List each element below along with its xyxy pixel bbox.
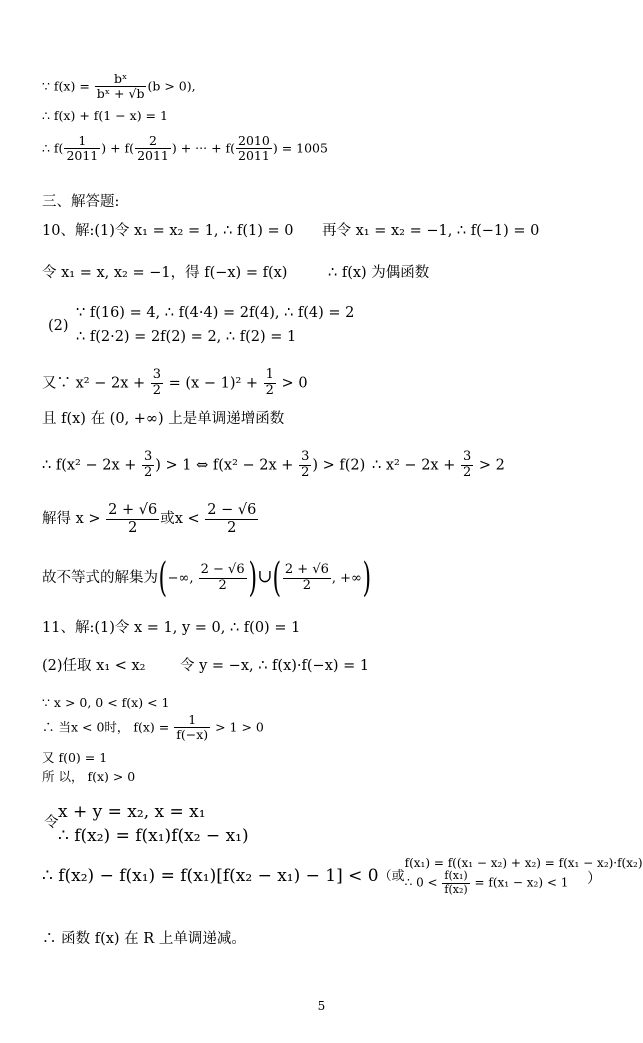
q11-f0-line: 又 f(0) = 1 [42, 750, 108, 765]
premise-line: ∵ f(x) = $\frac{\text{bˣ}}{\text{bˣ + √b}}$ (b > 0), [42, 71, 196, 102]
q11-substitution: x + y = x₂, x = x₁ [58, 802, 206, 822]
section-heading: 三、解答题: [42, 194, 120, 210]
q10-part2-label: (2) [48, 318, 69, 334]
q10-part1: 10、解:(1)令 x₁ = x₂ = 1, ∴ f(1) = 0 [42, 223, 294, 239]
q10-monotone-line: 且 f(x) 在 (0, +∞) 上是单调递增函数 [42, 411, 285, 427]
q10-solution-set: 故不等式的解集为(−∞, $\frac{2 - √6}{2}$ )∪( $\frac{2 + √6}{2}$ , +∞) [42, 555, 371, 601]
q10-solution-line: 解得 x > $\frac{2 + √6}{2}$ 或x < $\frac{2 - √6}{2}$ [42, 502, 257, 536]
q11-product-line: ∴ f(x₂) = f(x₁)f(x₂ − x₁) [58, 826, 249, 846]
q11-difference-line: ∴ f(x₂) − f(x₁) = f(x₁)[f(x₂ − x₁) − 1] < 0（或 f(x₁) = f((x₁ − x₂) + x₂) = f(x₁ − x₂)·f(x₂) ∴ 0 < $\frac{\text{f(x₁)}}{\text{f(x₂)}}$ = f(x₁ − x₂) < 1 [42, 856, 643, 897]
q11-note-close: ） [587, 871, 602, 887]
q10-inequality-conclusion: ∴ x² − 2x + $\frac{3}{2}$ > 2 [372, 449, 505, 480]
q11-condition: ∵ x > 0, 0 < f(x) < 1 [42, 695, 170, 710]
q11-negative-case: ∴ 当x < 0时， f(x) = $\frac{1}{f(-x)}$ > 1 > 0 [42, 712, 264, 743]
q11-part2-b: 令 y = −x, ∴ f(x)·f(−x) = 1 [180, 658, 370, 674]
q11-positive-line: 所 以， f(x) > 0 [42, 769, 136, 784]
q10-positive-line: 又∵ x² − 2x + $\frac{3}{2}$ = (x − 1)² + $\frac{1}{2}$ > 0 [42, 367, 308, 398]
q11-let-label: 令 [44, 815, 59, 831]
q10-inequality-line: ∴ f(x² − 2x + $\frac{3}{2}$ ) > 1 ⇔ f(x² − 2x + $\frac{3}{2}$ ) > f(2) [42, 449, 366, 480]
page-number: 5 [317, 999, 326, 1013]
q10-part1-b: 再令 x₁ = x₂ = −1, ∴ f(−1) = 0 [322, 223, 540, 239]
q11-conclusion: ∴ 函数 f(x) 在 R 上单调递减。 [42, 931, 246, 947]
q11-part1: 11、解:(1)令 x = 1, y = 0, ∴ f(0) = 1 [42, 620, 301, 636]
identity-line: ∴ f(x) + f(1 − x) = 1 [42, 108, 168, 123]
q10-even-line: 令 x₁ = x, x₂ = −1，得 f(−x) = f(x) [42, 265, 288, 281]
q10-part2-line1: ∵ f(16) = 4, ∴ f(4·4) = 2f(4), ∴ f(4) = 2 [76, 305, 355, 321]
q10-even-conclusion: ∴ f(x) 为偶函数 [328, 265, 430, 281]
q11-part2: (2)任取 x₁ < x₂ [42, 658, 146, 674]
sum-line: ∴ f( $\frac{1}{2011}$ ) + f( $\frac{2}{2011}$ ) + ··· + f( $\frac{2010}{2011}$ ) = 1005 [42, 133, 328, 164]
q10-part2-line2: ∴ f(2·2) = 2f(2) = 2, ∴ f(2) = 1 [76, 329, 297, 345]
